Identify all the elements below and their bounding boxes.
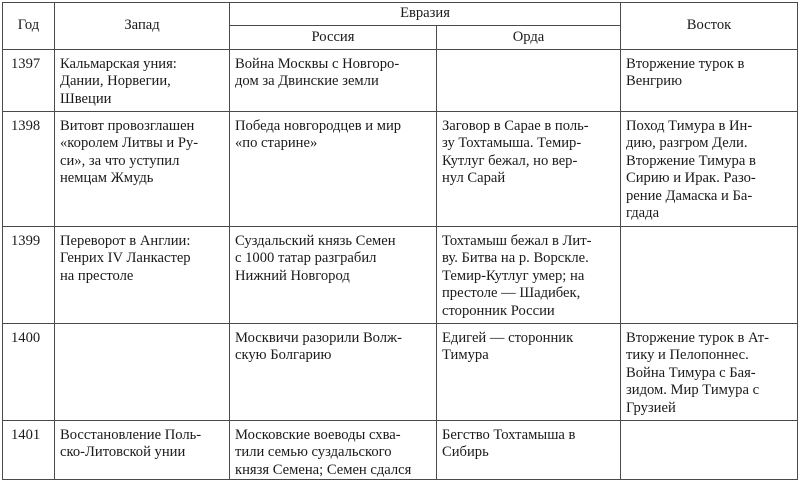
east-cell [621,324,798,421]
east-cell [621,227,798,324]
cell-line: Едигей — сторонник [442,330,574,346]
horde-cell [437,50,621,112]
cell-line: тику и Пелопоннес. [626,347,749,364]
cell-line: Московские воеводы схва- [235,427,401,443]
cell-line: Вторжение турок в [626,56,745,72]
cell-line: дию, разгром Дели. [626,135,748,152]
chronology-table [2,2,798,480]
cell-line: Швеции [60,90,112,107]
cell-line: Тимура [442,347,489,364]
east-cell [621,112,798,227]
year-cell: 1400 [3,324,55,421]
table-row [3,227,798,324]
cell-line: нул Сарай [442,170,506,187]
cell-line: на престоле [60,267,134,284]
russia-cell [230,50,437,112]
cell-line: Москвичи разорили Волж- [235,330,403,346]
year-cell: 1397 [3,50,55,112]
cell-line: тили семью суздальского [235,444,392,461]
header-west: Запад [55,3,230,50]
cell-line: Суздальский князь Семен [235,233,396,249]
horde-cell [437,324,621,421]
cell-line: си», за что уступил [60,152,180,169]
west-cell [55,227,230,324]
cell-line: Кальмарская уния: [60,56,177,72]
russia-cell [230,421,437,480]
russia-cell [230,227,437,324]
header-year: Год [3,3,55,50]
cell-line: Венгрию [626,73,683,90]
cell-line: Вторжение Тимура в [626,152,756,169]
russia-cell [230,324,437,421]
cell-line: Нижний Новгород [235,267,350,284]
cell-line: Дании, Норвегии, [60,73,171,90]
header-eurasia: Евразия [230,3,621,26]
cell-line: Переворот в Англии: [60,233,191,249]
cell-line: Кутлуг бежал, но вер- [442,152,578,169]
east-cell [621,50,798,112]
cell-line: Война Тимура с Бая- [626,364,756,381]
cell-line: Сирию и Ирак. Разо- [626,170,756,187]
year-cell: 1401 [3,421,55,480]
cell-line: сторонник России [442,302,555,319]
west-cell [55,421,230,480]
table-row [3,50,798,112]
cell-line: зидом. Мир Тимура с [626,382,760,399]
russia-cell [230,112,437,227]
cell-line: Война Москвы с Новгоро- [235,56,400,72]
cell-line: Восстановление Поль- [60,427,202,443]
horde-cell [437,421,621,480]
horde-cell [437,112,621,227]
header-horde: Орда [437,26,621,50]
cell-line: «королем Литвы и Ру- [60,135,199,152]
cell-line: скую Болгарию [235,347,332,364]
cell-line: Сибирь [442,444,489,461]
cell-line: Победа новгородцев и мир [235,118,402,134]
cell-line: Тохтамыш бежал в Лит- [442,233,592,249]
cell-line: князя Семена; Семен сдался [235,461,412,478]
west-cell [55,112,230,227]
header-east: Восток [621,3,798,50]
cell-line: гдада [626,205,660,222]
cell-line: дом за Двинские земли [235,73,379,90]
horde-cell [437,227,621,324]
west-cell [55,50,230,112]
cell-line: зу Тохтамыша. Темир- [442,135,582,152]
cell-line: Заговор в Сарае в поль- [442,118,589,134]
cell-line: «по старине» [235,135,318,152]
cell-line: ско-Литовской унии [60,444,186,461]
cell-line: с 1000 татар разграбил [235,250,377,267]
east-cell [621,421,798,480]
cell-line: Бегство Тохтамыша в [442,427,576,443]
cell-line: немцам Жмудь [60,170,154,187]
year-cell: 1399 [3,227,55,324]
cell-line: Темир-Кутлуг умер; на [442,267,585,284]
header-russia: Россия [230,26,437,50]
cell-line: Грузией [626,399,676,416]
table-row [3,324,798,421]
cell-line: рение Дамаска и Ба- [626,187,753,204]
table-row [3,421,798,480]
cell-line: Вторжение турок в Ат- [626,330,770,346]
cell-line: Поход Тимура в Ин- [626,118,753,134]
west-cell [55,324,230,421]
cell-line: ву. Битва на р. Ворскле. [442,250,589,267]
year-cell: 1398 [3,112,55,227]
table-row [3,112,798,227]
cell-line: Витовт провозглашен [60,118,195,134]
cell-line: престоле — Шадибек, [442,285,581,302]
cell-line: Генрих IV Ланкастер [60,250,191,267]
